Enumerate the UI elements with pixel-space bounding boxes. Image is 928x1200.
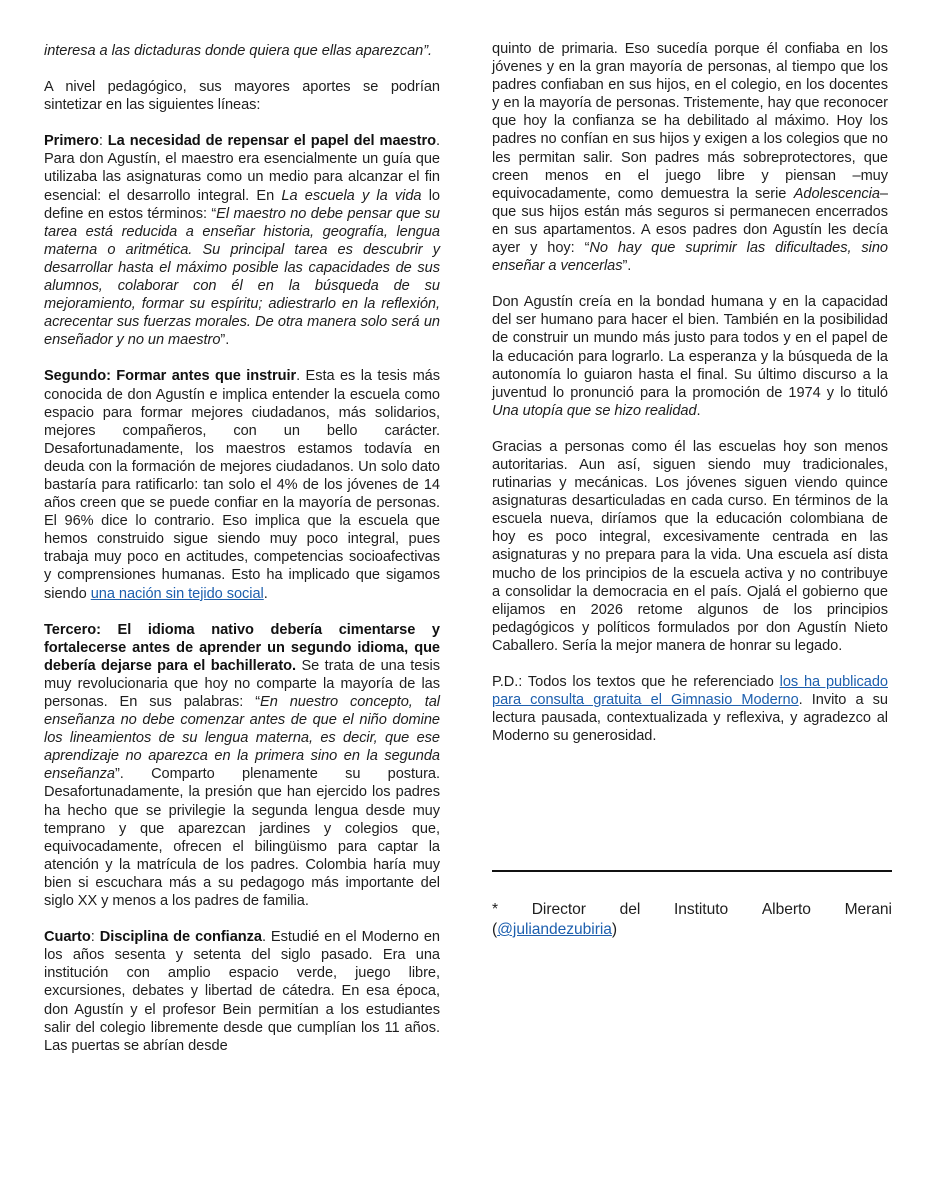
right-column: [492, 40, 888, 763]
paragraph-segundo: Segundo: Formar antes que instruir. Esta es la tesis más conocida de don Agustín e implica entender la escuela como espacio para formar mejores ciudadanos, más solidarios, mejores compañeros, con un bello carácter. Desafortunadamente, los maestros estamos todavía en deuda con la formación de mejores ciudadanos. Un solo dato bastaría para ratificarlo: tan solo el 4% de los jóvenes de 14 años creen que se puede confiar en la mayoría de personas. El 96% dice lo contrario. Eso implica que la escuela que hemos construido sigue siendo muy poco integral, pues trabaja muy poco en actitudes, competencias socioafectivas y comprensiones humanas. Esto ha implicado que sigamos siendo una nación sin tejido social.: [44, 368, 440, 602]
point-heading: Tercero: El idioma nativo debería cimentarse y fortalecerse antes de aprender un segundo idioma, que debería dejarse para el bachillerato.: [44, 621, 440, 674]
twitter-handle-link[interactable]: @juliandezubiria: [497, 921, 612, 938]
point-heading: Disciplina de confianza: [99, 929, 262, 946]
footnote-line: * Director del Instituto Alberto Merani: [492, 901, 892, 918]
quote: En nuestro concepto, tal enseñanza no debe comenzar antes de que el niño domine los lineamientos de su lengua materna, es decir, que ese aprendizaje no aparezca en la primera sino en la segunda enseñanza: [44, 694, 440, 783]
paragraph-confianza-cont: quinto de primaria. Eso sucedía porque él confiaba en los jóvenes y en la gran mayoría de personas, al tiempo que los padres confiaban en sus hijos, en el colegio, en los docentes y en la mayoría de personas. Tristemente, hay que reconocer que hoy la confianza se ha debilitado al máximo. Hoy los padres no confían en sus hijos y exigen a los colegios que no les permitan salir. Son padres más sobreprotectores, que creen menos en el juego libre y piensan –muy equivocadamente, como demuestra la serie Adolescencia– que sus hijos están más seguros si permanecen encerrados en sus apartamentos. A esos padres don Agustín les decía ayer y hoy: “No hay que suprimir las dificultades, sino enseñar a vencerlas”.: [492, 41, 888, 275]
footnote-divider: [492, 870, 892, 872]
paragraph-primero: Primero: La necesidad de repensar el papel del maestro. Para don Agustín, el maestro era esencialmente un guía que utilizaba las asignaturas como un medio para alcanzar el fin esencial: el desarrollo integral. En La escuela y la vida lo define en estos términos: “El maestro no debe pensar que su tarea está reducida a enseñar historia, geografía, lengua materna o aritmética. Su principal tarea es descubrir y desarrollar hasta el máximo posible las capacidades de sus alumnos, colaborar con él en la búsqueda de su mejoramiento, formar su espíritu; adiestrarlo en la reflexión, acrecentar sus fuerzas morales. De otra manera solo será un enseñador y no un maestro”.: [44, 133, 440, 349]
point-heading: La necesidad de repensar el papel del maestro: [107, 133, 436, 150]
series-title: Adolescencia: [793, 185, 880, 202]
paragraph-gracias: Gracias a personas como él las escuelas hoy son menos autoritarias. Aun así, siguen siendo muy tradicionales, rutinarias y mecánicas. Los jóvenes siguen viendo quince asignaturas desarticuladas en cada curso. En términos de la escuela nueva, diríamos que la educación colombiana de hoy es poco integral, excesivamente centrada en las asignaturas y no prepara para la vida. Una escuela así dista mucho de los principios de la escuela activa y no contribuye a consolidar la democracia en el país. Ojalá el gobierno que elijamos en 2026 retome algunos de los principios pedagógicos y políticos formulados por don Agustín Nieto Caballero. Sería la mejor manera de honrar su legado.: [492, 438, 888, 654]
footnote-handle-line: (@juliandezubiria): [492, 921, 618, 938]
quote: No hay que suprimir las dificultades, sino enseñar a vencerlas: [492, 240, 888, 275]
speech-title: Una utopía que se hizo realidad: [492, 402, 697, 419]
point-label: Primero: [44, 133, 99, 150]
paragraph-cuarto: Cuarto: Disciplina de confianza. Estudié en el Moderno en los años sesenta y setenta del siglo pasado. Era una institución con amplio espacio verde, juego libre, excursiones, debates y libertad de cátedra. En esa época, don Agustín y el profesor Bein permitían a los estudiantes salir del colegio libremente desde que cumplían los 11 años. Las puertas se abrían desde: [44, 929, 440, 1054]
paragraph-pd: P.D.: Todos los textos que he referenciado los ha publicado para consulta gratuita el Gimnasio Moderno. Invito a su lectura pausada, contextualizada y reflexiva, y agradezco al Moderno su generosidad.: [492, 674, 888, 745]
paragraph-dictaduras-end: interesa a las dictaduras donde quiera que ellas aparezcan”.: [44, 43, 433, 59]
link-nacion-sin-tejido-social[interactable]: una nación sin tejido social: [90, 585, 264, 602]
link-gimnasio-moderno[interactable]: los ha publicado para consulta gratuita el Gimnasio Moderno: [492, 674, 888, 709]
paragraph-bondad-humana: Don Agustín creía en la bondad humana y en la capacidad del ser humano para hacer el bien. También en la posibilidad de construir un mundo más justo para todos y en el papel de la educación para lograrlo. La esperanza y la búsqueda de la autonomía lo guiaron hasta el final. Su último discurso a la juventud lo pronunció para la promoción de 1974 y lo tituló Una utopía que se hizo realidad.: [492, 294, 888, 419]
book-title: La escuela y la vida: [281, 187, 422, 204]
point-label: Cuarto: [44, 929, 91, 946]
quote: El maestro no debe pensar que su tarea está reducida a enseñar historia, geografía, lengua materna o aritmética. Su principal tarea es descubrir y desarrollar hasta el máximo posible las capacidades de sus alumnos, colaborar con él en la búsqueda de su mejoramiento, formar su espíritu; adiestrarlo en la reflexión, acrecentar sus fuerzas morales. De otra manera solo será un enseñador y no un maestro: [44, 205, 440, 349]
paragraph-intro: A nivel pedagógico, sus mayores aportes se podrían sintetizar en las siguientes líneas:: [44, 79, 440, 114]
point-heading: Segundo: Formar antes que instruir: [44, 368, 297, 385]
author-footnote: [492, 900, 892, 958]
paragraph-tercero: Tercero: El idioma nativo debería cimentarse y fortalecerse antes de aprender un segundo idioma, que debería dejarse para el bachillerato. Se trata de una tesis muy revolucionaria que hoy no comparte la mayoría de las personas. En sus palabras: “En nuestro concepto, tal enseñanza no debe comenzar antes de que el niño domine los lineamientos de su lengua materna, es decir, que ese aprendizaje no aparezca en la primera sino en la segunda enseñanza”. Comparto plenamente su postura. Desafortunadamente, la presión que han ejercido los padres ha hecho que se privilegie la segunda lengua desde muy temprano y que aparezcan jardines y colegios que, equivocadamente, ofrecen el bilingüismo para captar la atención y la matrícula de los padres. Colombia haría muy bien si escuchara más a su pedagogo más importante del siglo XX y menos a los padres de familia.: [44, 621, 440, 910]
left-column: [44, 42, 440, 1073]
